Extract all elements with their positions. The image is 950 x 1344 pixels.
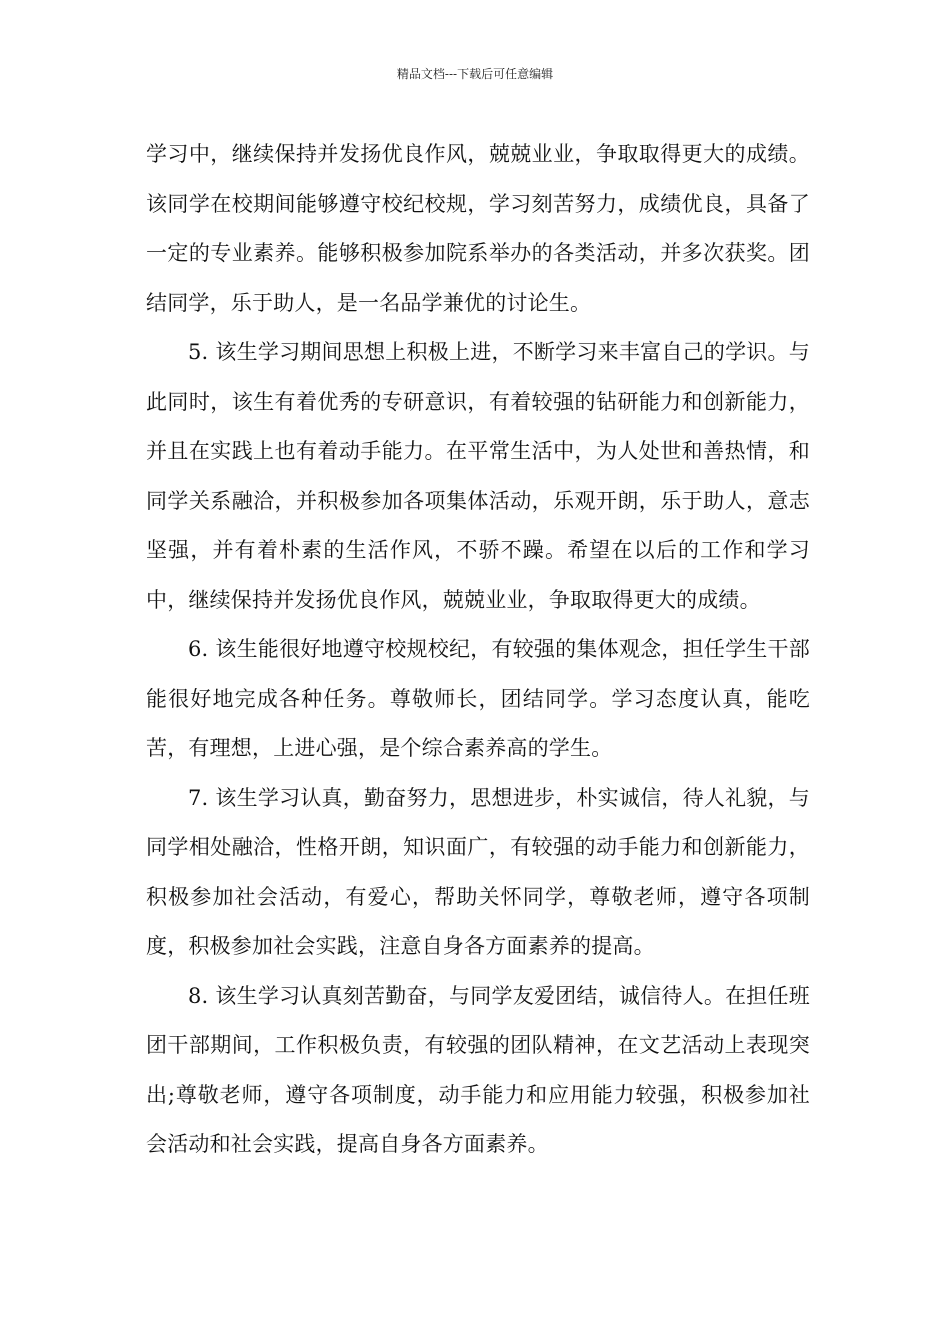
paragraph-item-5: 5. 该生学习期间思想上积极上进，不断学习来丰富自己的学识。与此同时，该生有着优秀的专研意识，有着较强的钻研能力和创新能力，并且在实践上也有着动手能力。在平常生活中，为人处世和善热情，和同学关系融洽，并积极参加各项集体活动，乐观开朗，乐于助人，意志坚强，并有着朴素的生活作风，不骄不躁。希望在以后的工作和学习中，继续保持并发扬优良作风，兢兢业业，争取取得更大的成绩。 bbox=[146, 340, 810, 612]
paragraph-item-6: 6. 该生能很好地遵守校规校纪，有较强的集体观念，担任学生干部能很好地完成各种任务。尊敬师长，团结同学。学习态度认真，能吃苦，有理想，上进心强，是个综合素养高的学生。 bbox=[146, 637, 810, 760]
paragraph-item-8: 8. 该生学习认真刻苦勤奋，与同学友爱团结，诚信待人。在担任班团干部期间，工作积极负责，有较强的团队精神，在文艺活动上表现突出;尊敬老师，遵守各项制度，动手能力和应用能力较强，积极参加社会活动和社会实践，提高自身各方面素养。 bbox=[146, 983, 810, 1156]
paragraph-item-7: 7. 该生学习认真，勤奋努力，思想进步，朴实诚信，待人礼貌，与同学相处融洽，性格开朗，知识面广，有较强的动手能力和创新能力，积极参加社会活动，有爱心，帮助关怀同学，尊敬老师，遵守各项制度，积极参加社会实践，注意自身各方面素养的提高。 bbox=[146, 785, 810, 958]
document-body bbox=[146, 130, 810, 1170]
page-header: 精品文档---下载后可任意编辑 bbox=[396, 67, 554, 81]
paragraph-continued: 学习中，继续保持并发扬优良作风，兢兢业业，争取取得更大的成绩。该同学在校期间能够遵守校纪校规，学习刻苦努力，成绩优良，具备了一定的专业素养。能够积极参加院系举办的各类活动，并多次获奖。团结同学，乐于助人，是一名品学兼优的讨论生。 bbox=[146, 142, 810, 315]
